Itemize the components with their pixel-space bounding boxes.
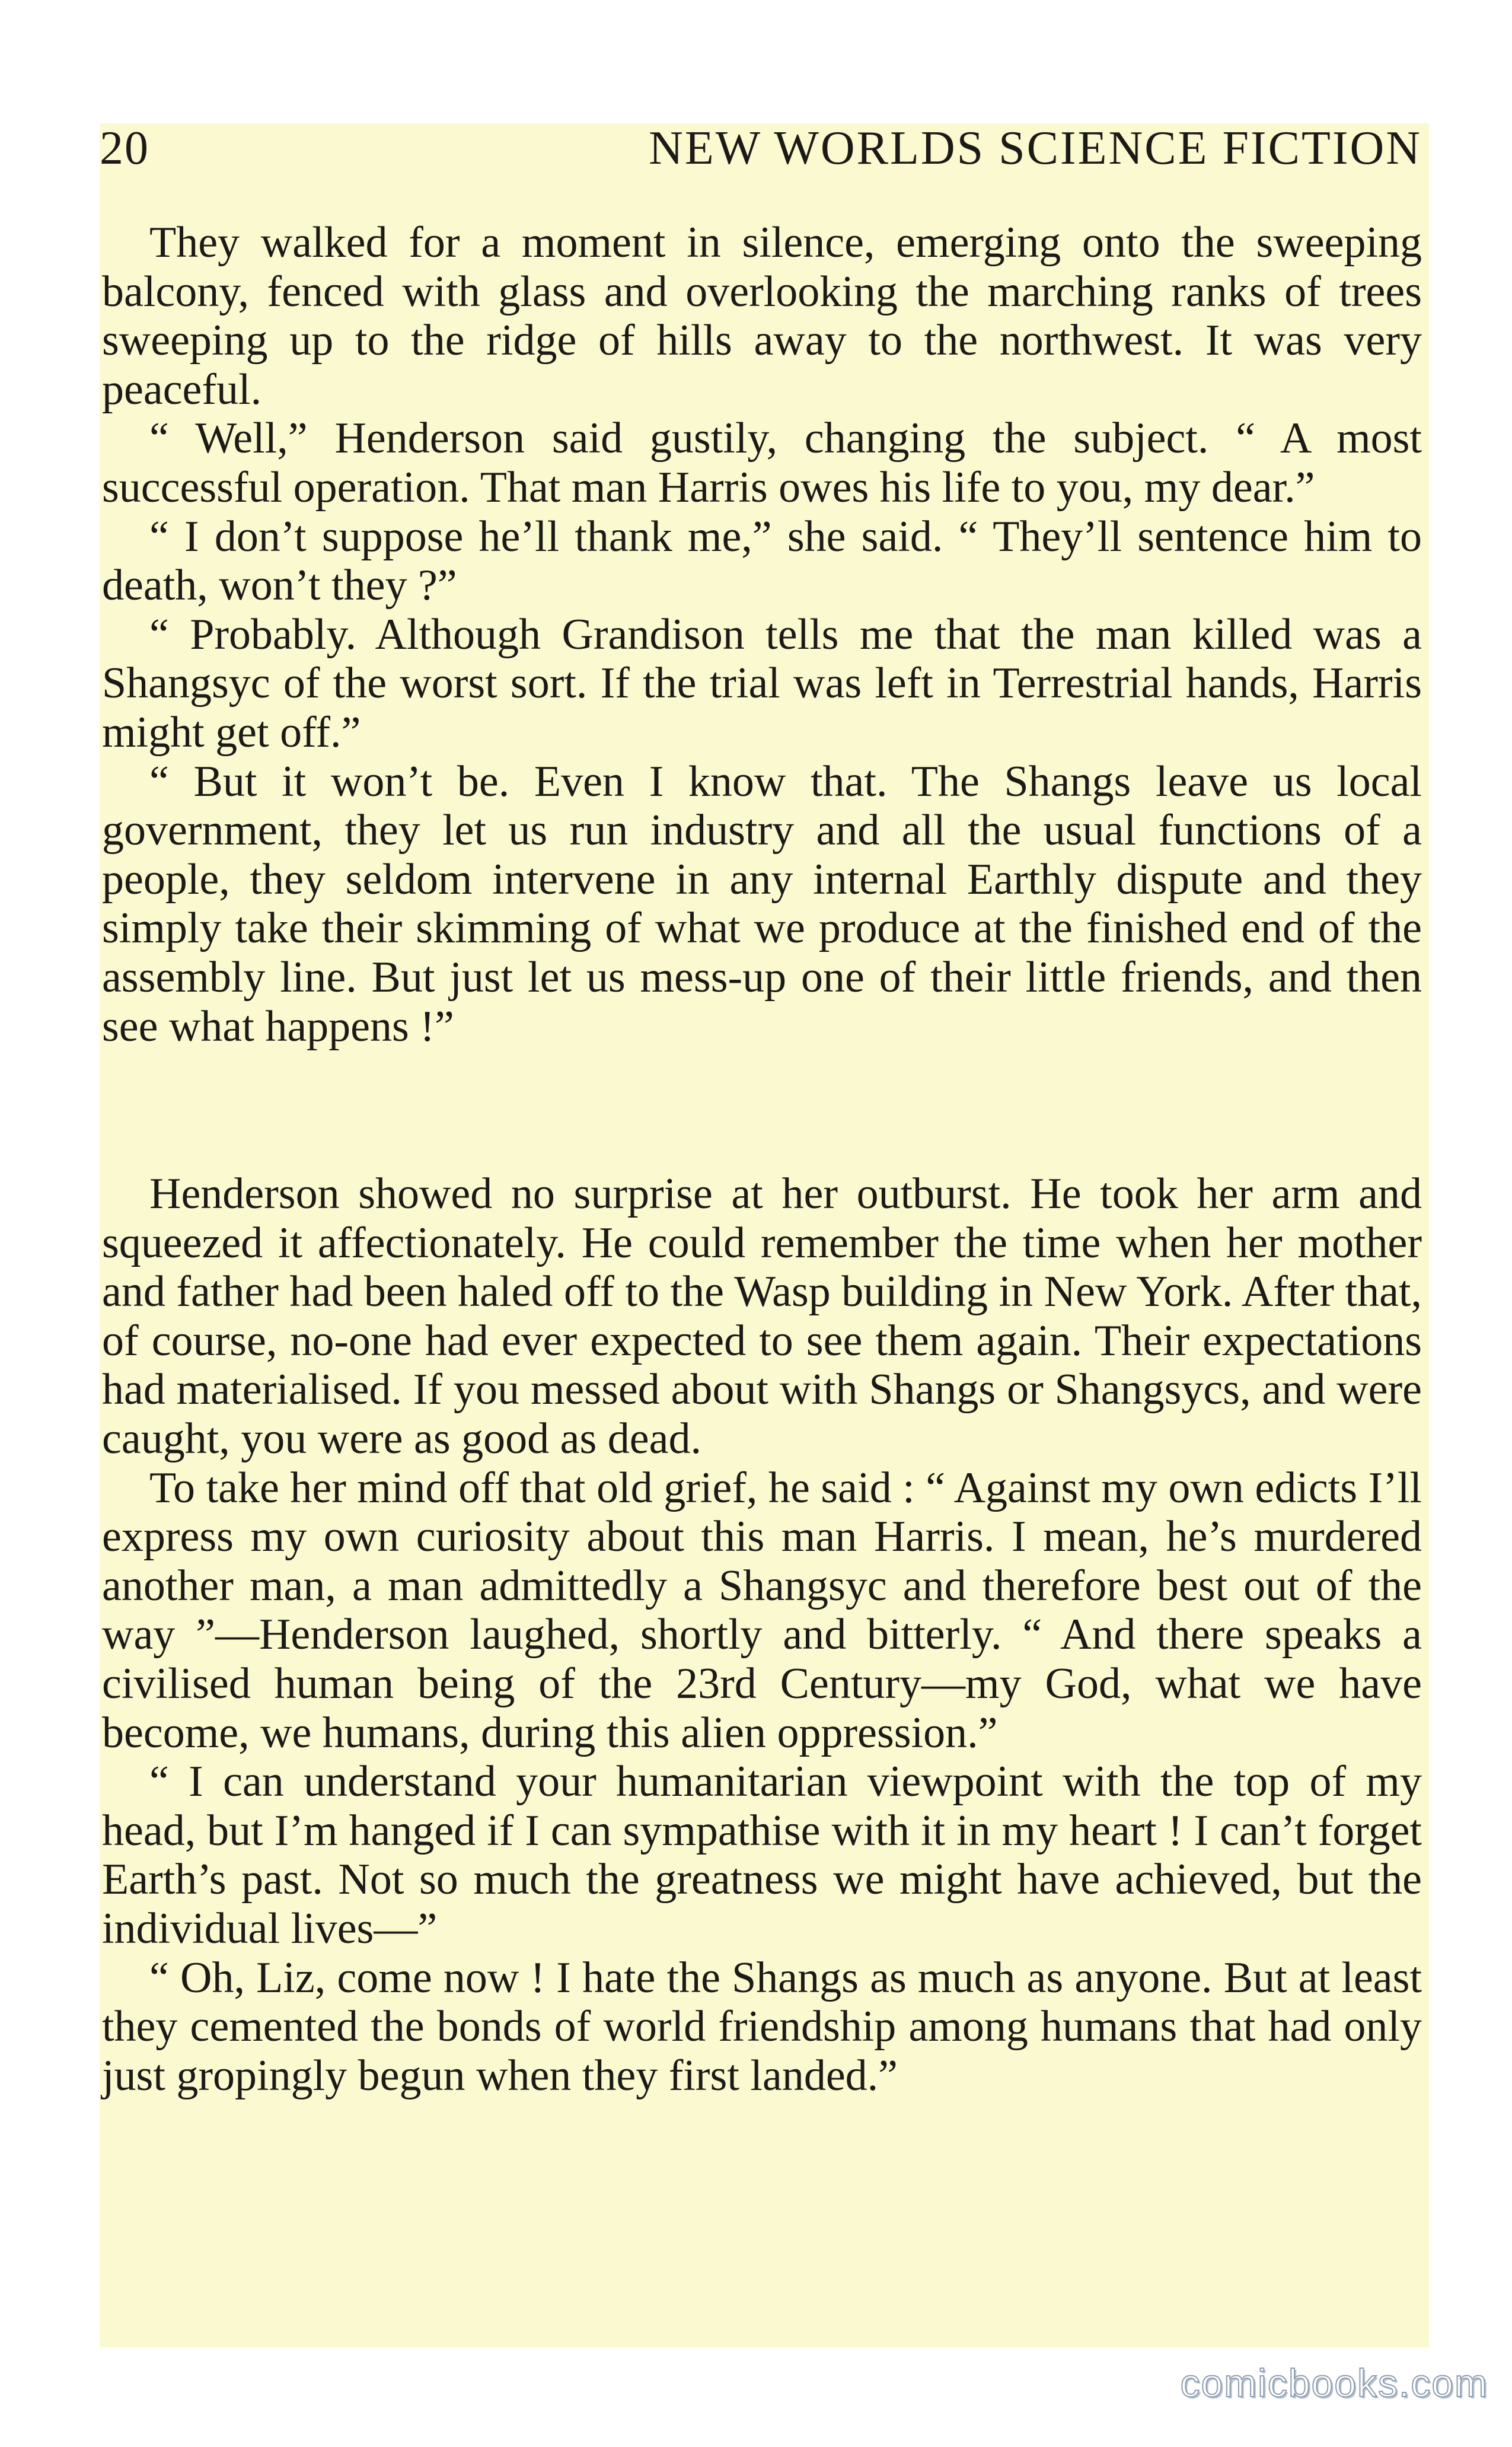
paragraph: “ I can understand your humanitarian viewpoint with the top of my head, but I’m hanged if I can sympathise with it in my heart ! I can’t forget Earth’s past. Not so much the greatness we might have achieved, but the individual lives—” [102,1757,1422,1953]
paragraph: They walked for a moment in silence, emerging onto the sweeping balcony, fenced with glass and overlooking the marching ranks of trees sweeping up to the ridge of hills away to the northwest. It was very peaceful. [102,218,1422,414]
paragraph: “ Well,” Henderson said gustily, changing the subject. “ A most successful operation. That man Harris owes his life to you, my dear.” [102,414,1422,512]
watermark: comicbooks.com [1180,2361,1488,2405]
paragraph: Henderson showed no surprise at her outburst. He took her arm and squeezed it affectionately. He could remember the time when her mother and father had been haled off to the Wasp building in New York. After that, of course, no-one had ever expected to see them again. Their expectations had materialised. If you messed about with Shangs or Shangsycs, and were caught, you were as good as dead. [102,1170,1422,1464]
magazine-title: NEW WORLDS SCIENCE FICTION [649,122,1422,174]
paragraph: “ Oh, Liz, come now ! I hate the Shangs as much as anyone. But at least they cemented the bonds of world friendship among humans that had only just gropingly begun when they first landed.” [102,1953,1422,2100]
paragraph: To take her mind off that old grief, he said : “ Against my own edicts I’ll express my own curiosity about this man Harris. I mean, he’s murdered another man, a man admittedly a Shangsyc and therefore best out of the way ”—Henderson laughed, shortly and bitterly. “ And there speaks a civilised human being of the 23rd Century—my God, what we have become, we humans, during this alien oppression.” [102,1463,1422,1757]
page-number: 20 [100,122,149,174]
paragraph: “ But it won’t be. Even I know that. The Shangs leave us local government, they let us run industry and all the usual functions of a people, they seldom intervene in any internal Earthly dispute and they simply take their skimming of what we produce at the finished end of the assembly line. But just let us mess-up one of their little friends, and then see what happens !” [102,757,1422,1051]
story-text [102,218,1422,2100]
paragraph: “ I don’t suppose he’ll thank me,” she said. “ They’ll sentence him to death, won’t they ?” [102,512,1422,610]
paragraph: “ Probably. Although Grandison tells me that the man killed was a Shangsyc of the worst sort. If the trial was left in Terrestrial hands, Harris might get off.” [102,610,1422,757]
running-head [100,119,1422,178]
section-break [102,1051,1422,1170]
